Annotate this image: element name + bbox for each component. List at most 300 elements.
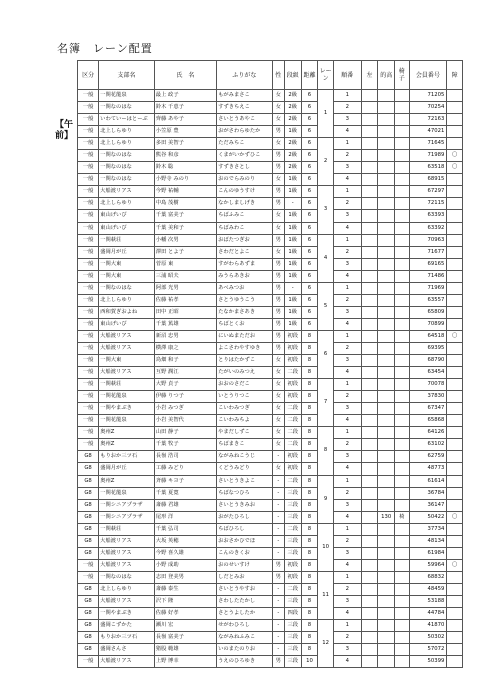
table-cell: 〇 xyxy=(447,559,463,571)
table-cell: おがさわらゆたか xyxy=(217,126,273,138)
table-cell: 女 xyxy=(272,463,284,475)
table-cell xyxy=(361,451,378,463)
table-row xyxy=(78,367,463,379)
table-cell: 横澤 康之 xyxy=(154,342,216,354)
table-row xyxy=(78,451,463,463)
table-cell: - xyxy=(272,620,284,632)
table-cell xyxy=(378,475,395,487)
table-cell: 8 xyxy=(301,547,318,559)
table-cell: 北上しらゆり xyxy=(99,583,155,595)
table-cell xyxy=(378,571,395,583)
table-cell: たがいのみつえ xyxy=(217,367,273,379)
table-cell: 3 xyxy=(333,162,361,174)
table-cell: さとうゆうこう xyxy=(217,294,273,306)
table-cell xyxy=(361,439,378,451)
table-cell: 1 xyxy=(333,282,361,294)
table-cell: すがわらあずま xyxy=(217,258,273,270)
table-cell: 72163 xyxy=(409,114,447,126)
table-cell: 一関なのはな xyxy=(99,174,155,186)
table-cell: 6 xyxy=(301,150,318,162)
table-cell: 三段 xyxy=(284,656,301,668)
table-cell: 奥州Z xyxy=(99,475,155,487)
table-cell xyxy=(447,463,463,475)
table-cell: 初段 xyxy=(284,379,301,391)
table-cell xyxy=(395,246,409,258)
lane-cell: 11 xyxy=(318,571,334,619)
table-body xyxy=(78,90,463,668)
table-cell: 一般 xyxy=(78,330,99,342)
table-row xyxy=(78,463,463,475)
table-cell: G8 xyxy=(78,475,99,487)
table-cell: たなかまさあき xyxy=(217,306,273,318)
table-cell: 37830 xyxy=(409,391,447,403)
table-cell: 男 xyxy=(272,282,284,294)
table-cell xyxy=(378,547,395,559)
table-cell xyxy=(447,222,463,234)
table-cell: 1級 xyxy=(284,306,301,318)
table-cell: 8 xyxy=(301,632,318,644)
table-cell: 澤田 とよ子 xyxy=(154,246,216,258)
table-cell: すずきちえこ xyxy=(217,102,273,114)
table-cell xyxy=(395,367,409,379)
table-cell: さとうよしたか xyxy=(217,608,273,620)
table-cell: 女 xyxy=(272,415,284,427)
table-cell: 41870 xyxy=(409,620,447,632)
table-row xyxy=(78,294,463,306)
table-cell xyxy=(378,415,395,427)
table-cell: 二段 xyxy=(284,415,301,427)
table-cell: 3 xyxy=(333,451,361,463)
table-cell: 2 xyxy=(333,342,361,354)
table-cell: 一般 xyxy=(78,403,99,415)
table-cell xyxy=(361,114,378,126)
table-row xyxy=(78,282,463,294)
table-cell xyxy=(447,258,463,270)
session-label: 【午前】 xyxy=(55,120,74,141)
table-cell: 一関萩荘 xyxy=(99,234,155,246)
table-cell xyxy=(395,439,409,451)
table-cell: 2 xyxy=(333,198,361,210)
table-cell: 一関花龍泉 xyxy=(99,391,155,403)
table-cell: 4 xyxy=(333,415,361,427)
table-cell: G8 xyxy=(78,535,99,547)
table-cell: 男 xyxy=(272,342,284,354)
table-cell: G8 xyxy=(78,523,99,535)
table-cell xyxy=(378,559,395,571)
table-cell: ちばなつひろ xyxy=(217,487,273,499)
table-row xyxy=(78,186,463,198)
table-cell: 一般 xyxy=(78,391,99,403)
table-cell xyxy=(361,210,378,222)
table-cell: 2 xyxy=(333,294,361,306)
table-row xyxy=(78,90,463,102)
table-cell xyxy=(395,186,409,198)
table-cell: 椅 xyxy=(395,511,409,523)
table-cell: 一般 xyxy=(78,379,99,391)
table-cell: 大坂 英穂 xyxy=(154,535,216,547)
table-cell: 1 xyxy=(333,90,361,102)
table-cell: 互野 潤江 xyxy=(154,367,216,379)
table-cell: 三段 xyxy=(284,620,301,632)
table-cell: 1級 xyxy=(284,270,301,282)
table-cell: 一般 xyxy=(78,210,99,222)
table-cell xyxy=(447,644,463,656)
table-cell xyxy=(378,379,395,391)
table-cell: 8 xyxy=(301,535,318,547)
table-row xyxy=(78,355,463,367)
table-cell xyxy=(447,620,463,632)
table-cell: 一般 xyxy=(78,114,99,126)
table-cell xyxy=(447,270,463,282)
table-cell xyxy=(395,644,409,656)
table-cell: - xyxy=(272,475,284,487)
table-cell: 61614 xyxy=(409,475,447,487)
table-cell: 一般 xyxy=(78,427,99,439)
table-cell: G8 xyxy=(78,499,99,511)
table-cell xyxy=(378,270,395,282)
table-cell: こんのゆうすけ xyxy=(217,186,273,198)
table-cell: 男 xyxy=(272,198,284,210)
table-cell xyxy=(378,583,395,595)
table-cell xyxy=(395,620,409,632)
table-cell: 6 xyxy=(301,102,318,114)
table-cell: 尾形 洋 xyxy=(154,511,216,523)
table-cell: ちばまきこ xyxy=(217,439,273,451)
table-cell: 3 xyxy=(333,355,361,367)
table-cell: 初段 xyxy=(284,391,301,403)
table-cell: 一般 xyxy=(78,102,99,114)
table-cell: 新沼 忠男 xyxy=(154,330,216,342)
table-cell: 男 xyxy=(272,294,284,306)
table-cell xyxy=(361,270,378,282)
table-cell: 斎藤 君雄 xyxy=(154,499,216,511)
table-row xyxy=(78,487,463,499)
table-cell: 初段 xyxy=(284,463,301,475)
table-cell: 2級 xyxy=(284,138,301,150)
table-cell xyxy=(361,138,378,150)
table-cell: 盛岡月が丘 xyxy=(99,246,155,258)
table-cell xyxy=(378,355,395,367)
table-cell xyxy=(447,306,463,318)
table-cell xyxy=(361,547,378,559)
table-cell xyxy=(361,174,378,186)
table-cell: くまがいかずひこ xyxy=(217,150,273,162)
table-cell: - xyxy=(272,608,284,620)
table-cell: 一般 xyxy=(78,234,99,246)
table-cell: G8 xyxy=(78,608,99,620)
table-cell: 一関萩荘 xyxy=(99,523,155,535)
table-cell: 齊藤 あや子 xyxy=(154,114,216,126)
table-cell: 2級 xyxy=(284,90,301,102)
table-cell: 1 xyxy=(333,379,361,391)
table-cell: 2 xyxy=(333,583,361,595)
table-cell: 1 xyxy=(333,475,361,487)
table-cell xyxy=(361,379,378,391)
table-cell: 大船渡リアス xyxy=(99,547,155,559)
table-cell: 8 xyxy=(301,559,318,571)
table-cell: 8 xyxy=(301,487,318,499)
lane-cell: 8 xyxy=(318,427,334,475)
table-cell: うえのひろゆき xyxy=(217,656,273,668)
table-cell: 三段 xyxy=(284,535,301,547)
table-cell: 61984 xyxy=(409,547,447,559)
table-row xyxy=(78,222,463,234)
table-cell: - xyxy=(272,644,284,656)
table-cell xyxy=(378,499,395,511)
table-cell: G8 xyxy=(78,583,99,595)
table-cell xyxy=(361,222,378,234)
table-cell xyxy=(447,439,463,451)
table-cell xyxy=(395,595,409,607)
table-cell: ちばひろし xyxy=(217,523,273,535)
table-cell: ちばふみこ xyxy=(217,210,273,222)
table-cell: 71969 xyxy=(409,282,447,294)
table-cell xyxy=(361,367,378,379)
table-cell: 工藤 みどり xyxy=(154,463,216,475)
table-cell xyxy=(395,198,409,210)
table-cell: - xyxy=(272,632,284,644)
table-cell: 6 xyxy=(301,210,318,222)
table-cell: 千葉 篤雄 xyxy=(154,318,216,330)
table-cell xyxy=(361,391,378,403)
table-cell: 一般 xyxy=(78,318,99,330)
table-cell: 70899 xyxy=(409,318,447,330)
table-cell xyxy=(361,306,378,318)
table-cell: ただみちこ xyxy=(217,138,273,150)
table-cell: 小野寺 みのり xyxy=(154,174,216,186)
table-cell: さわだとよこ xyxy=(217,246,273,258)
column-header: 会員番号 xyxy=(409,61,447,90)
table-cell: 8 xyxy=(301,511,318,523)
table-cell: 6 xyxy=(301,90,318,102)
table-cell: 8 xyxy=(301,403,318,415)
table-cell: 奥州Z xyxy=(99,439,155,451)
table-cell xyxy=(395,355,409,367)
table-cell: 女 xyxy=(272,403,284,415)
table-cell: 男 xyxy=(272,186,284,198)
table-cell: 男 xyxy=(272,270,284,282)
table-cell: さいとうあやこ xyxy=(217,114,273,126)
table-cell: 斎藤 泰生 xyxy=(154,583,216,595)
table-cell xyxy=(378,198,395,210)
table-cell: ながみねふみこ xyxy=(217,632,273,644)
table-cell: 3 xyxy=(333,403,361,415)
table-cell: 67347 xyxy=(409,403,447,415)
table-cell xyxy=(447,608,463,620)
table-cell: G8 xyxy=(78,511,99,523)
table-cell xyxy=(361,403,378,415)
table-cell: 鈴木 聡 xyxy=(154,162,216,174)
table-cell: 猪股 範雄 xyxy=(154,644,216,656)
table-cell: 一般 xyxy=(78,294,99,306)
table-cell: 男 xyxy=(272,258,284,270)
table-cell: 一般 xyxy=(78,186,99,198)
roster-table xyxy=(77,60,463,668)
table-cell xyxy=(395,282,409,294)
table-cell xyxy=(395,547,409,559)
table-cell: 長嶺 浩司 xyxy=(154,451,216,463)
lane-cell: 4 xyxy=(318,234,334,282)
table-cell: 初段 xyxy=(284,571,301,583)
lane-cell: 7 xyxy=(318,379,334,427)
table-cell: 山田 静子 xyxy=(154,427,216,439)
table-cell xyxy=(395,102,409,114)
table-cell: 1級 xyxy=(284,318,301,330)
table-cell: こいわみちよ xyxy=(217,415,273,427)
table-cell xyxy=(378,222,395,234)
table-cell xyxy=(395,114,409,126)
table-cell: おのせいすけ xyxy=(217,559,273,571)
table-cell: 2 xyxy=(333,487,361,499)
table-cell: 6 xyxy=(301,138,318,150)
table-cell: 大船渡リアス xyxy=(99,559,155,571)
table-cell: 男 xyxy=(272,234,284,246)
table-cell: もりおか三ツ石 xyxy=(99,451,155,463)
table-cell xyxy=(378,439,395,451)
table-cell xyxy=(361,126,378,138)
table-cell: 一関花龍泉 xyxy=(99,415,155,427)
table-cell: 今野 喜久雄 xyxy=(154,547,216,559)
lane-cell: 3 xyxy=(318,186,334,234)
table-cell: 田中 正昭 xyxy=(154,306,216,318)
table-row xyxy=(78,114,463,126)
table-cell: おおのさだこ xyxy=(217,379,273,391)
table-cell: 4 xyxy=(333,463,361,475)
column-header: 左 xyxy=(361,61,378,90)
table-cell: 鈴木 千恵子 xyxy=(154,102,216,114)
table-cell: 72115 xyxy=(409,198,447,210)
table-cell xyxy=(447,282,463,294)
table-cell xyxy=(361,475,378,487)
table-row xyxy=(78,656,463,668)
table-cell: 多田 美智子 xyxy=(154,138,216,150)
table-cell xyxy=(447,595,463,607)
table-cell: 1級 xyxy=(284,210,301,222)
table-cell xyxy=(395,403,409,415)
table-cell: 3 xyxy=(333,499,361,511)
table-cell: 8 xyxy=(301,427,318,439)
table-cell: 8 xyxy=(301,463,318,475)
table-cell: こいわみつぎ xyxy=(217,403,273,415)
table-cell: おのでらみのり xyxy=(217,174,273,186)
table-cell: さいとうきよこ xyxy=(217,475,273,487)
table-cell: 一関やまぶき xyxy=(99,608,155,620)
table-cell: 一般 xyxy=(78,439,99,451)
table-cell: 初段 xyxy=(284,330,301,342)
table-cell xyxy=(378,126,395,138)
table-cell: ながみねこうじ xyxy=(217,451,273,463)
table-row xyxy=(78,391,463,403)
table-cell: 71677 xyxy=(409,246,447,258)
table-cell: 53188 xyxy=(409,595,447,607)
table-cell: 一般 xyxy=(78,355,99,367)
table-cell: 63557 xyxy=(409,294,447,306)
table-cell: 6 xyxy=(301,282,318,294)
table-cell xyxy=(395,318,409,330)
table-cell: 1 xyxy=(333,571,361,583)
table-cell: 伊藤 りつ子 xyxy=(154,391,216,403)
table-cell: ちばとくお xyxy=(217,318,273,330)
table-cell: 57072 xyxy=(409,644,447,656)
table-cell xyxy=(395,138,409,150)
table-cell: 二段 xyxy=(284,475,301,487)
table-cell: 小幡 次男 xyxy=(154,234,216,246)
table-row xyxy=(78,342,463,354)
table-row xyxy=(78,126,463,138)
table-row xyxy=(78,246,463,258)
table-cell: 女 xyxy=(272,355,284,367)
table-cell: 3 xyxy=(333,306,361,318)
table-cell xyxy=(395,306,409,318)
table-cell xyxy=(378,608,395,620)
table-cell: 一関なのはな xyxy=(99,571,155,583)
table-cell: 71989 xyxy=(409,150,447,162)
table-cell: 一関シニアプラザ xyxy=(99,499,155,511)
table-cell xyxy=(378,391,395,403)
table-cell: - xyxy=(272,535,284,547)
table-cell: 男 xyxy=(272,126,284,138)
table-cell: もりおか三ツ石 xyxy=(99,632,155,644)
table-cell: 〇 xyxy=(447,511,463,523)
table-cell xyxy=(447,126,463,138)
table-cell: 初段 xyxy=(284,559,301,571)
table-cell: 三段 xyxy=(284,487,301,499)
table-cell: 1級 xyxy=(284,186,301,198)
table-cell: 62759 xyxy=(409,451,447,463)
table-cell xyxy=(378,114,395,126)
table-row xyxy=(78,595,463,607)
table-cell: 36147 xyxy=(409,499,447,511)
table-cell xyxy=(395,583,409,595)
table-cell: 70963 xyxy=(409,234,447,246)
table-cell: 女 xyxy=(272,90,284,102)
table-cell xyxy=(378,162,395,174)
table-cell: さいとうやすお xyxy=(217,583,273,595)
table-cell xyxy=(378,90,395,102)
table-cell xyxy=(395,162,409,174)
column-header: 的高 xyxy=(378,61,395,90)
table-cell: 女 xyxy=(272,138,284,150)
table-cell: 71486 xyxy=(409,270,447,282)
table-cell xyxy=(378,246,395,258)
table-cell: 68832 xyxy=(409,571,447,583)
table-cell: 大野 貞子 xyxy=(154,379,216,391)
table-cell: 北上しらゆり xyxy=(99,138,155,150)
table-cell: G8 xyxy=(78,487,99,499)
table-cell xyxy=(395,415,409,427)
table-cell xyxy=(378,258,395,270)
column-header: 距離 xyxy=(301,61,318,90)
table-cell: 8 xyxy=(301,595,318,607)
table-cell: いとうりつこ xyxy=(217,391,273,403)
table-cell: 1級 xyxy=(284,258,301,270)
lane-cell: 9 xyxy=(318,475,334,523)
table-cell xyxy=(395,475,409,487)
table-cell: 小岩 美智代 xyxy=(154,415,216,427)
table-cell: 6 xyxy=(301,174,318,186)
table-cell: とりはたかずこ xyxy=(217,355,273,367)
table-row xyxy=(78,583,463,595)
table-cell: 8 xyxy=(301,620,318,632)
table-cell: 2 xyxy=(333,150,361,162)
table-cell: 三浦 昭夫 xyxy=(154,270,216,282)
table-cell xyxy=(361,463,378,475)
column-header: 椅子 xyxy=(395,61,409,90)
table-cell: ちばみわこ xyxy=(217,222,273,234)
table-cell xyxy=(447,656,463,668)
table-cell: 女 xyxy=(272,222,284,234)
table-cell: 佐藤 祐孝 xyxy=(154,294,216,306)
